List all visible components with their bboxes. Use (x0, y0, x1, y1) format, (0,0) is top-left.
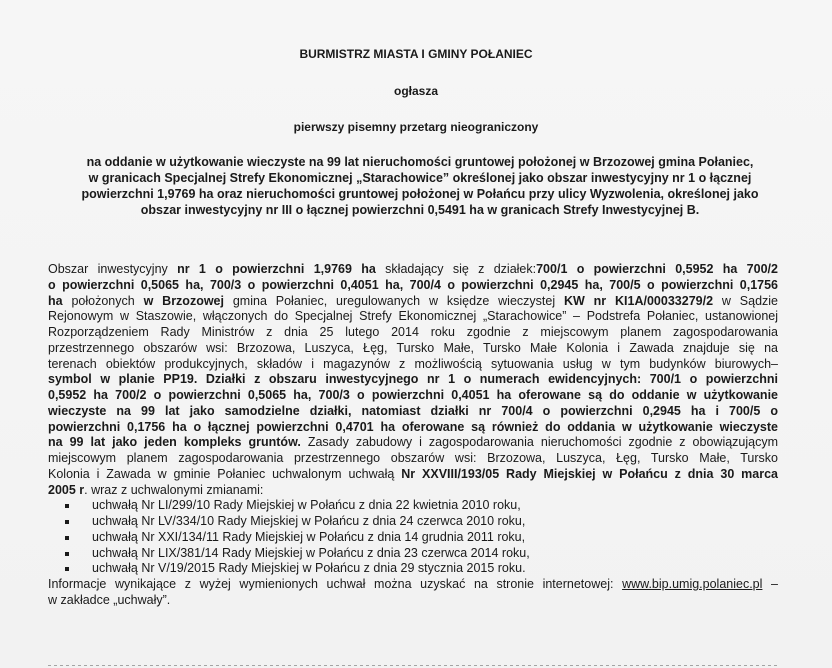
tender-subject (55, 154, 785, 218)
subject-line: powierzchni 1,9769 ha oraz nieruchomości gruntowej położonej w Połańcu przy ulicy Wyzwolenia, określonej jako (81, 187, 759, 201)
list-item: uchwałą Nr LIX/381/14 Rady Miejskiej w Połańcu z dnia 23 czerwca 2014 roku, (48, 546, 778, 562)
body-line: powierzchni 0,1756 ha o łącznej powierzchni 0,4701 ha oferowane są również do oddania w użytkowanie wieczyste (48, 419, 778, 434)
body-line: Kolonia i Zawada w gminie Połaniec uchwalonym uchwałą Nr XXVIII/193/05 Rady Miejskiej w Połańcu z dnia 30 marca (48, 466, 778, 481)
list-item: uchwałą Nr LV/334/10 Rady Miejskiej w Połańcu z dnia 24 czerwca 2010 roku, (48, 514, 778, 530)
list-item: uchwałą Nr XXI/134/11 Rady Miejskiej w Połańcu z dnia 14 grudnia 2011 roku, (48, 530, 778, 546)
body-line: Rejonowym w Staszowie, włączonych do Specjalnej Strefy Ekonomicznej „Starachowice” – Podstrefa Połaniec, ustanowionej (48, 309, 778, 324)
bullet-icon (65, 520, 69, 524)
body-line: 0,5952 ha 700/2 o powierzchni 0,5065 ha, 700/3 o powierzchni 0,4051 ha oferowane są do oddanie w użytkowanie (48, 388, 778, 402)
body-line: ha położonych w Brzozowej gmina Połaniec, uregulowanych w księdze wieczystej KW nr KI1A/00033279/2 w Sądzie (48, 293, 779, 308)
info-line: Informacje wynikające z wyżej wymienionych uchwał można uzyskać na stronie internetowej: www.bip.umig.polaniec.pl – (48, 577, 778, 591)
body-paragraph (48, 262, 778, 609)
cut-off-text-line (48, 662, 778, 668)
subject-line: w granicach Specjalnej Strefy Ekonomicznej „Starachowice” określonej jako obszar inwestycyjny nr 1 o łącznej (88, 171, 752, 185)
body-line: wieczyste na 99 lat jako samodzielne działki, natomiast działki nr 700/4 o powierzchni 0,2945 ha i 700/5 o (48, 403, 778, 418)
bullet-icon (65, 567, 69, 571)
body-line: na 99 lat jako jeden kompleks gruntów. Zasady zabudowy i zagospodarowania nieruchomości zgodnie z obowiązującym (48, 435, 779, 450)
tender-type: pierwszy pisemny przetarg nieograniczony (293, 120, 539, 134)
body-line: o powierzchni 0,5065 ha, 700/3 o powierzchni 0,4051 ha, 700/4 o powierzchni 0,2945 ha, 700/5 o powierzchni 0,1756 (48, 277, 778, 292)
body-line: terenach obiektów produkcyjnych, składów i magazynów z możliwością sytuowania usług w tym budynków biurowych– (48, 356, 778, 371)
bullet-icon (65, 504, 69, 508)
body-line: Rozporządzeniem Rady Ministrów z dnia 25 lutego 2014 roku zgodnie z miejscowym planem zagospodarowania (48, 325, 778, 339)
body-line: przestrzennego obszarów wsi: Brzozowa, Luszyca, Łęg, Tursko Małe, Tursko Małe Kolonia i Zawada znajduje się na (48, 340, 778, 355)
subject-line: obszar inwestycyjny nr III o łącznej powierzchni 0,5491 ha w granicach Strefy Inwestycyjnej B. (140, 203, 700, 217)
bip-website-link[interactable]: www.bip.umig.polaniec.pl (622, 577, 763, 591)
info-line: w zakładce „uchwały”. (48, 592, 171, 607)
document-title: BURMISTRZ MIASTA I GMINY POŁANIEC (299, 47, 533, 61)
bullet-icon (65, 536, 69, 540)
bullet-icon (65, 552, 69, 556)
list-item: uchwałą Nr V/19/2015 Rady Miejskiej w Połańcu z dnia 29 stycznia 2015 roku. (48, 561, 778, 577)
body-line: 2005 r. wraz z uchwalonymi zmianami: (48, 482, 264, 497)
subject-line: na oddanie w użytkowanie wieczyste na 99 lat nieruchomości gruntowej położonej w Brzozowej gmina Połaniec, (86, 155, 754, 169)
body-line: miejscowym planem zagospodarowania przestrzennego obszarów wsi: Brzozowa, Luszyca, Łęg, Tursko Małe, Tursko (48, 451, 778, 465)
resolution-list (48, 498, 778, 577)
announces-label: ogłasza (393, 84, 438, 98)
list-item: uchwałą Nr LI/299/10 Rady Miejskiej w Połańcu z dnia 22 kwietnia 2010 roku, (48, 498, 778, 514)
body-line: Obszar inwestycyjny nr 1 o powierzchni 1,9769 ha składający się z działek:700/1 o powierzchni 0,5952 ha 700/2 (48, 262, 778, 276)
body-line: symbol w planie PP19. Działki z obszaru inwestycyjnego nr 1 o numerach ewidencyjnych: 700/1 o powierzchni (48, 372, 778, 387)
